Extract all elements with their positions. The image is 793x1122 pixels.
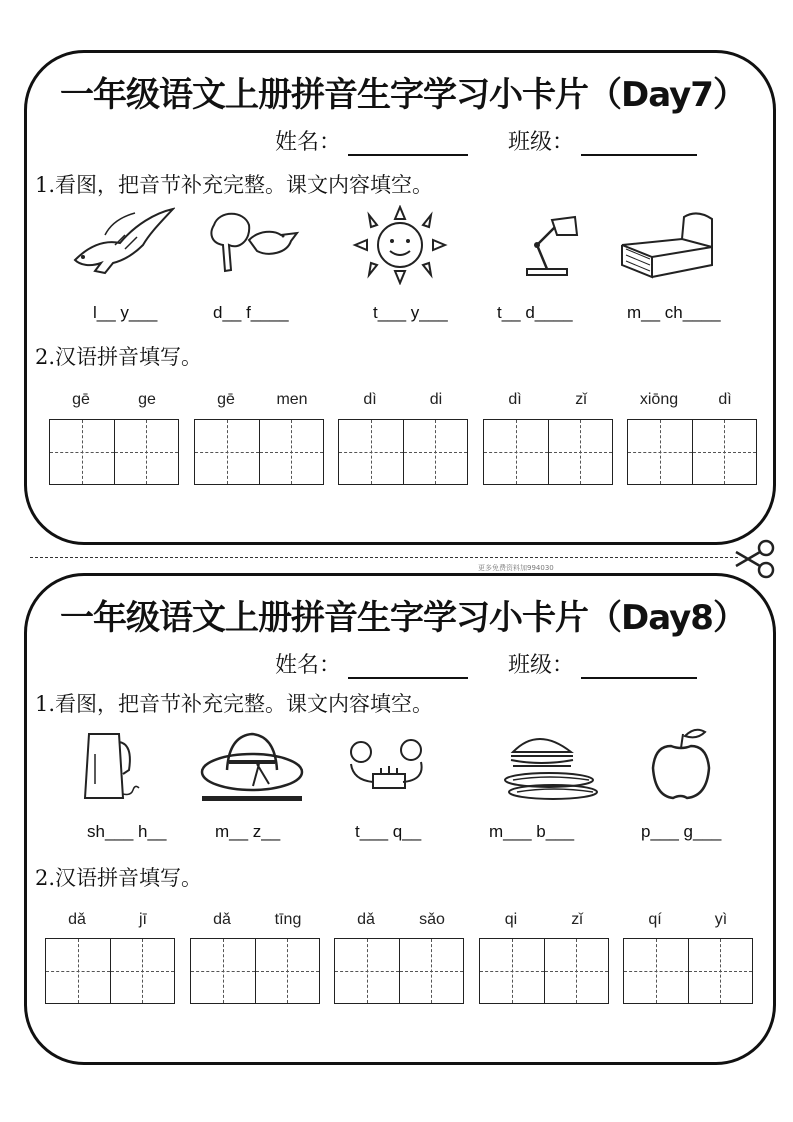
picture-row bbox=[27, 205, 779, 285]
name-label: 姓名： bbox=[275, 130, 342, 155]
name-class-row bbox=[275, 648, 697, 679]
pinyin-label: dì bbox=[508, 391, 522, 408]
syllable-blank-apple[interactable]: p___ g___ bbox=[641, 822, 722, 841]
question-2: 2.汉语拼音填写。 bbox=[35, 345, 203, 369]
apple-icon bbox=[635, 724, 745, 804]
syllable-blank-chess[interactable]: t___ q__ bbox=[355, 822, 422, 841]
writing-grid[interactable] bbox=[479, 938, 609, 1004]
card-title: 一年级语文上册拼音生字学习小卡片（Day7） bbox=[60, 75, 746, 115]
pinyin-row bbox=[27, 911, 779, 935]
class-blank[interactable] bbox=[581, 651, 697, 679]
syllable-blank-kettle[interactable]: sh___ h__ bbox=[87, 822, 167, 841]
pinyin-label: xiōng bbox=[639, 391, 679, 408]
cut-line bbox=[30, 557, 738, 558]
question-1: 1.看图，把音节补充完整。课文内容填空。 bbox=[35, 692, 434, 716]
writing-grid[interactable] bbox=[45, 938, 175, 1004]
pinyin-label: jī bbox=[139, 911, 147, 928]
pinyin-label: yì bbox=[714, 911, 728, 928]
pinyin-label: dǎ bbox=[357, 911, 375, 928]
question-1: 1.看图，把音节补充完整。课文内容填空。 bbox=[35, 173, 434, 197]
duck-icon bbox=[199, 205, 309, 285]
picture-row bbox=[27, 724, 779, 804]
pinyin-label: gē bbox=[217, 391, 235, 408]
class-label: 班级： bbox=[508, 653, 575, 678]
hat-icon bbox=[197, 724, 307, 804]
syllable-blank-hat[interactable]: m__ z__ bbox=[215, 822, 281, 841]
writing-grid[interactable] bbox=[194, 419, 324, 485]
pinyin-label: dǎ bbox=[68, 911, 86, 928]
syllable-blank-bed[interactable]: m__ ch____ bbox=[627, 303, 721, 322]
syllable-blank-duck[interactable]: d__ f____ bbox=[213, 303, 289, 322]
syllable-blank-burger[interactable]: m___ b___ bbox=[489, 822, 575, 841]
pinyin-label: zǐ bbox=[571, 911, 583, 928]
study-card-day8 bbox=[24, 573, 776, 1065]
pinyin-label: sǎo bbox=[419, 911, 445, 928]
pinyin-label: tīng bbox=[274, 911, 302, 928]
pinyin-label: zǐ bbox=[575, 391, 587, 408]
name-label: 姓名： bbox=[275, 653, 342, 678]
writing-grid[interactable] bbox=[334, 938, 464, 1004]
writing-grid[interactable] bbox=[338, 419, 468, 485]
writing-grid[interactable] bbox=[49, 419, 179, 485]
syllable-fill-row bbox=[27, 303, 779, 329]
writing-grid-row bbox=[27, 938, 779, 1006]
pinyin-label: qi bbox=[504, 911, 518, 928]
pinyin-label: qí bbox=[648, 911, 662, 928]
class-label: 班级： bbox=[508, 130, 575, 155]
syllable-blank-lamp[interactable]: t__ d____ bbox=[497, 303, 573, 322]
pinyin-label: dì bbox=[718, 391, 732, 408]
name-blank[interactable] bbox=[348, 128, 468, 156]
footer-note: 更多免费资料加994030 bbox=[478, 564, 554, 572]
kettle-icon bbox=[67, 724, 177, 804]
name-blank[interactable] bbox=[348, 651, 468, 679]
pinyin-label: dǎ bbox=[213, 911, 231, 928]
study-card-day7 bbox=[24, 50, 776, 545]
pinyin-label: di bbox=[429, 391, 443, 408]
syllable-blank-sun[interactable]: t___ y___ bbox=[373, 303, 448, 322]
card-title: 一年级语文上册拼音生字学习小卡片（Day8） bbox=[60, 598, 746, 638]
pinyin-row bbox=[27, 391, 779, 415]
pinyin-label: men bbox=[276, 391, 308, 408]
writing-grid[interactable] bbox=[623, 938, 753, 1004]
class-blank[interactable] bbox=[581, 128, 697, 156]
pinyin-label: dì bbox=[363, 391, 377, 408]
bed-icon bbox=[612, 205, 722, 285]
burger-hotdog-icon bbox=[493, 724, 603, 804]
sun-icon bbox=[345, 205, 455, 285]
question-2: 2.汉语拼音填写。 bbox=[35, 866, 203, 890]
writing-grid-row bbox=[27, 419, 779, 487]
name-class-row bbox=[275, 125, 697, 156]
scissors-icon bbox=[732, 538, 778, 580]
syllable-blank-eagle[interactable]: l__ y___ bbox=[93, 303, 158, 322]
writing-grid[interactable] bbox=[627, 419, 757, 485]
chess-players-icon bbox=[333, 724, 443, 804]
writing-grid[interactable] bbox=[190, 938, 320, 1004]
pinyin-label: ge bbox=[138, 391, 156, 408]
eagle-icon bbox=[65, 205, 175, 285]
pinyin-label: gē bbox=[72, 391, 90, 408]
writing-grid[interactable] bbox=[483, 419, 613, 485]
syllable-fill-row bbox=[27, 822, 779, 848]
desk-lamp-icon bbox=[497, 205, 607, 285]
